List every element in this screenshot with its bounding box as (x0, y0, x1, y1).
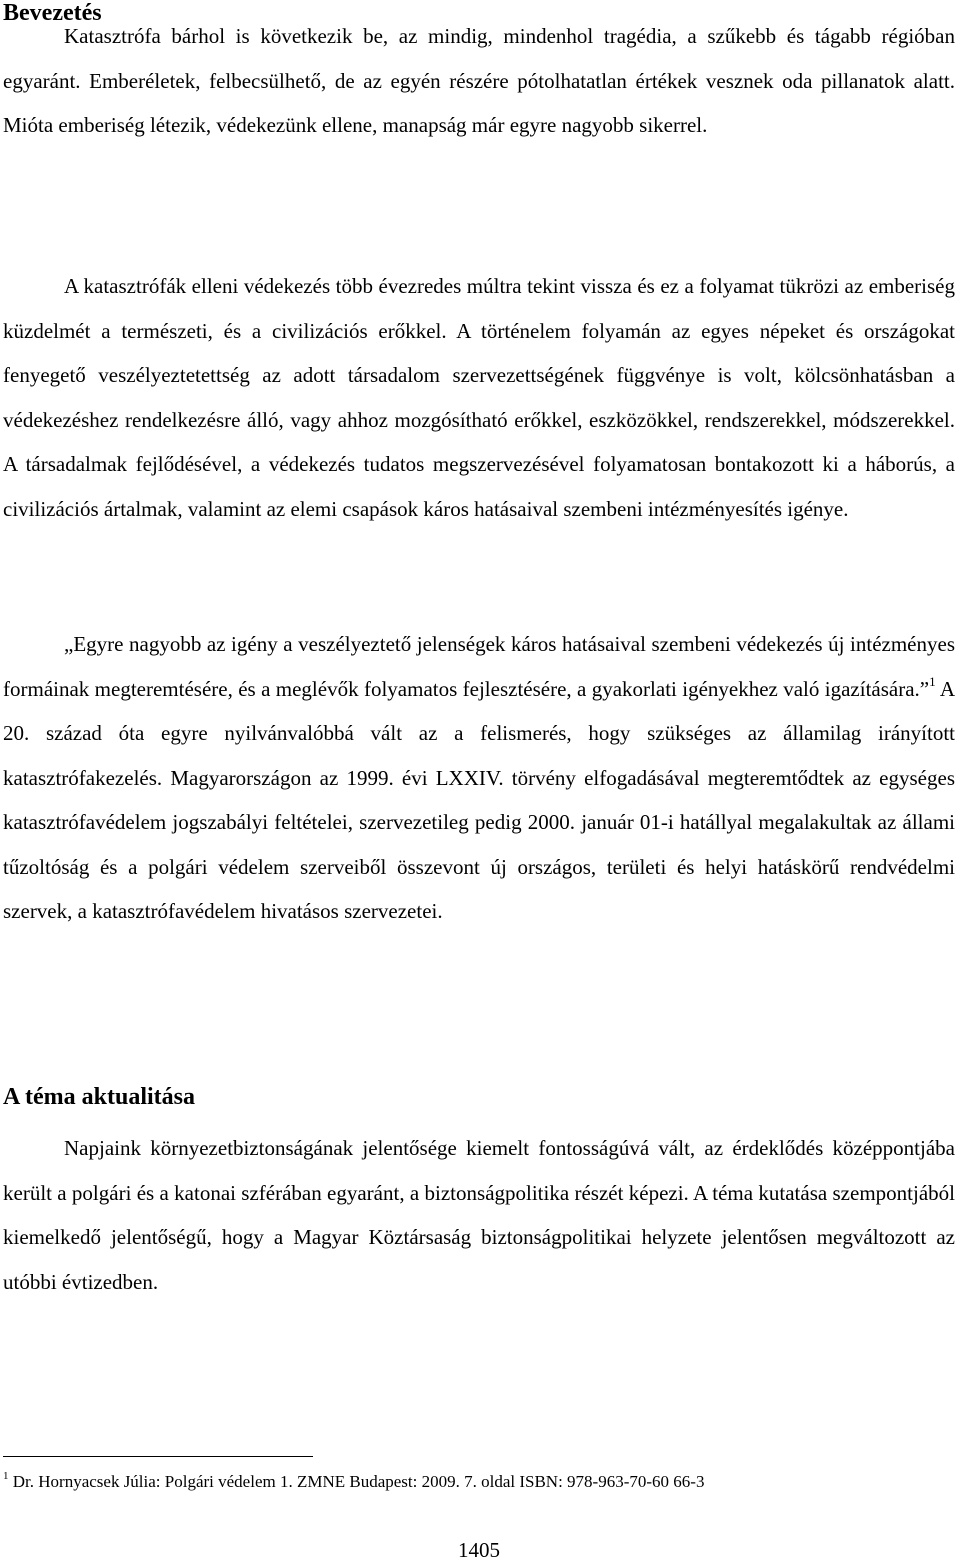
paragraph-topic-1: Napjaink környezetbiztonságának jelentősége kiemelt fontosságúvá vált, az érdeklődés középpontjába került a polgári és a katonai szférában egyaránt, a biztonságpolitika részét képezi. A téma kutatása szempontjából kiemelkedő jelentőségű, hogy a Magyar Köztársaság biztonságpolitikai helyzete jelentősen megváltozott az utóbbi évtizedben. (3, 1136, 955, 1294)
page-number: 1405 (458, 1538, 500, 1562)
section-heading-tema-aktualitasa: A téma aktualitása (3, 1084, 195, 1110)
footnote-separator (3, 1456, 313, 1457)
footnote-text: Dr. Hornyacsek Júlia: Polgári védelem 1. ZMNE Budapest: 2009. 7. oldal ISBN: 978-963-70-60 66-3 (8, 1472, 705, 1491)
paragraph-intro-2: A katasztrófák elleni védekezés több évezredes múltra tekint vissza és ez a folyamat tükrözi az emberiség küzdelmét a természeti, és a civilizációs erőkkel. A történelem folyamán az egyes népeket és országokat fenyegető veszélyeztetettség az adott társadalom szervezettségének függvénye is volt, kölcsönhatásban a védekezéshez rendelkezésre álló, vagy ahhoz mozgósítható erőkkel, eszközökkel, rendszerekkel, módszerekkel. A társadalmak fejlődésével, a védekezés tudatos megszervezésével folyamatosan bontakozott ki a háborús, a civilizációs ártalmak, valamint az elemi csapások káros hatásaival szembeni intézményesítés igénye. (3, 274, 955, 521)
footnote-reference[interactable]: 1 (929, 673, 936, 689)
footnote (3, 1472, 704, 1492)
paragraph-intro-3 (3, 622, 955, 934)
section-heading-bevezetes: Bevezetés (3, 0, 102, 26)
paragraph-text: A 20. század óta egyre nyilvánvalóbbá vált az a felismerés, hogy szükséges az államilag irányított katasztrófakezelés. Magyarországon az 1999. évi LXXIV. törvény elfogadásával megteremtődtek az egységes katasztrófavédelem jogszabályi feltételei, szervezetileg pedig 2000. január 01-i hatállyal megalakultak az állami tűzoltóság és a polgári védelem szerveiből összevont új országos, területi és helyi hatáskörű rendvédelmi szervek, a katasztrófavédelem hivatásos szervezetei. (3, 676, 955, 923)
paragraph-intro-1: Katasztrófa bárhol is következik be, az mindig, mindenhol tragédia, a szűkebb és tágabb régióban egyaránt. Emberéletek, felbecsülhető, de az egyén részére pótolhatatlan értékek vesznek oda pillanatok alatt. Mióta emberiség létezik, védekezünk ellene, manapság már egyre nagyobb sikerrel. (3, 24, 955, 137)
quotation: „Egyre nagyobb az igény a veszélyeztető jelenségek káros hatásaival szembeni védekezés új intézményes formáinak megteremtésére, és a meglévők folyamatos fejlesztésére, a gyakorlati igényekhez való igazítására.” (3, 632, 955, 701)
footnote-number: 1 (3, 1470, 9, 1482)
